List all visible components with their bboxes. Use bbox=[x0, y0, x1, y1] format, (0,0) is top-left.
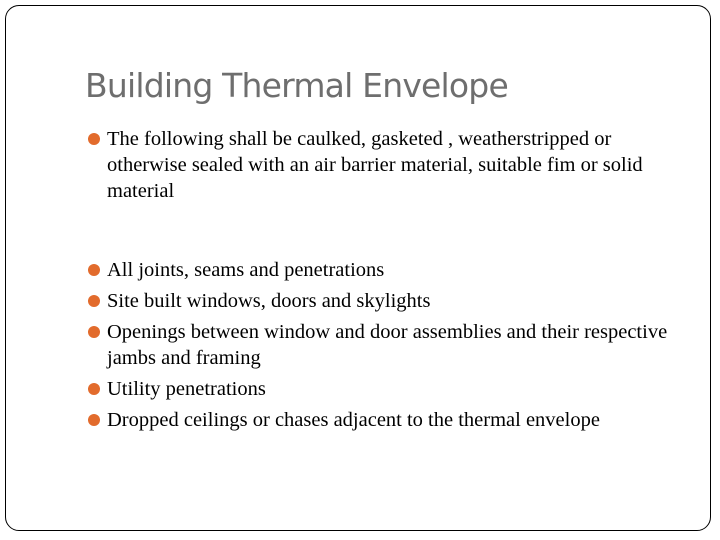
slide-title: Building Thermal Envelope bbox=[85, 66, 508, 105]
slide-frame bbox=[5, 5, 711, 531]
bullet-dot-icon bbox=[88, 295, 100, 307]
bullet-item bbox=[88, 257, 688, 283]
bullet-dot-icon bbox=[88, 264, 100, 276]
bullet-dot-icon bbox=[88, 326, 100, 338]
bullet-dot-icon bbox=[88, 133, 100, 145]
bullet-text: All joints, seams and penetrations bbox=[107, 259, 385, 281]
bullet-item bbox=[88, 376, 688, 402]
bullet-dot-icon bbox=[88, 414, 100, 426]
bullet-list bbox=[88, 126, 688, 438]
bullet-dot-icon bbox=[88, 383, 100, 395]
bullet-item bbox=[88, 288, 688, 314]
bullet-item bbox=[88, 126, 688, 204]
bullet-item bbox=[88, 407, 688, 433]
bullet-text: Utility penetrations bbox=[107, 378, 266, 400]
bullet-text: Dropped ceilings or chases adjacent to the thermal envelope bbox=[107, 409, 600, 431]
bullet-text: Openings between window and door assemblies and their respective jambs and framing bbox=[107, 321, 668, 369]
bullet-item bbox=[88, 319, 688, 371]
bullet-text: The following shall be caulked, gasketed , weatherstripped or otherwise sealed with an air barrier material, suitable fim or solid material bbox=[107, 128, 643, 202]
bullet-text: Site built windows, doors and skylights bbox=[107, 290, 431, 312]
